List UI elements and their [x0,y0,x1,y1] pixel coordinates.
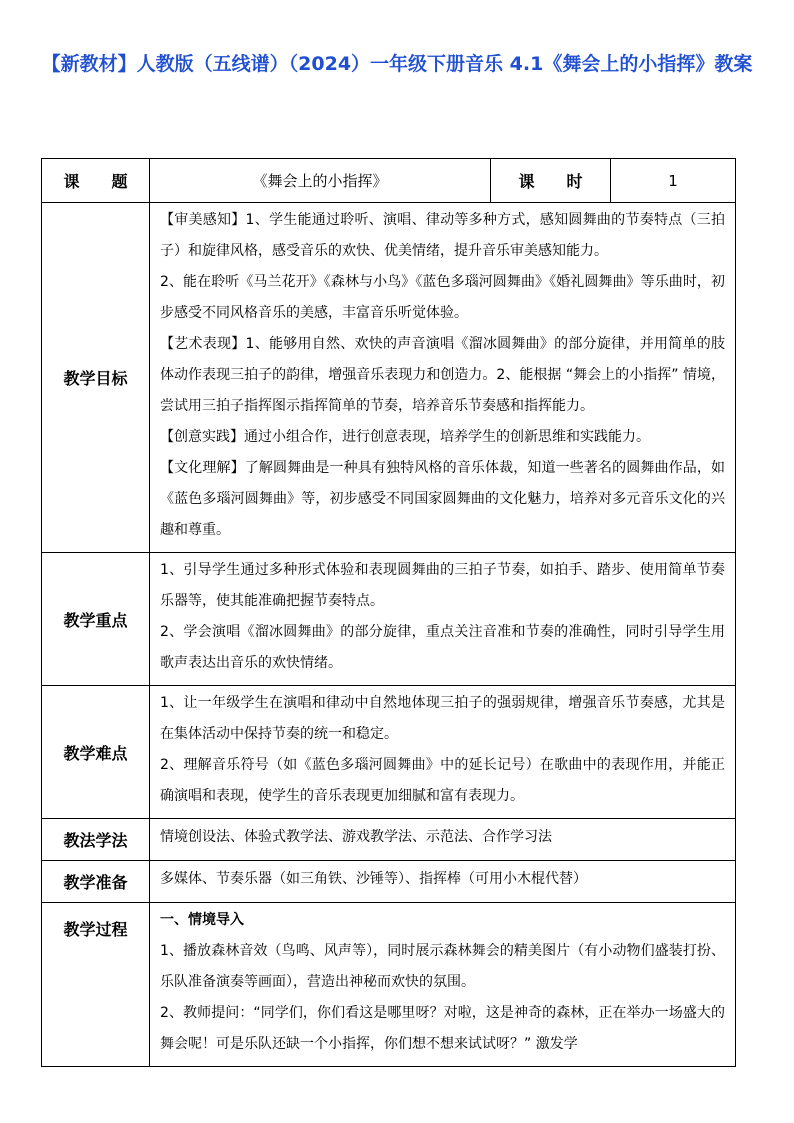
process-content [150,903,736,1067]
process-label: 教学过程 [42,903,150,1067]
process-paragraph: 2、教师提问：“同学们，你们看这是哪里呀？对啦，这是神奇的森林，正在举办一场盛大的舞会呢！可是乐队还缺一个小指挥，你们想不想来试试呀？” 激发学 [160,1005,725,1052]
difficulties-row [42,686,736,819]
objectives-content [150,203,736,553]
objectives-paragraph: 【文化理解】了解圆舞曲是一种具有独特风格的音乐体裁，知道一些著名的圆舞曲作品，如《蓝色多瑙河圆舞曲》等，初步感受不同国家圆舞曲的文化魅力，培养对多元音乐文化的兴趣和尊重。 [160,460,725,538]
process-row [42,903,736,1067]
preparation-label: 教学准备 [42,861,150,903]
key-points-row [42,553,736,686]
topic-row [42,159,736,203]
difficulties-paragraph: 2、理解音乐符号（如《蓝色多瑙河圆舞曲》中的延长记号）在歌曲中的表现作用，并能正确演唱和表现，使学生的音乐表现更加细腻和富有表现力。 [160,757,725,804]
objectives-paragraph: 【创意实践】通过小组合作，进行创意表现，培养学生的创新思维和实践能力。 [160,429,650,445]
key-points-paragraph: 2、学会演唱《溜冰圆舞曲》的部分旋律，重点关注音准和节奏的准确性，同时引导学生用歌声表达出音乐的欢快情绪。 [160,624,725,671]
methods-content: 情境创设法、体验式教学法、游戏教学法、示范法、合作学习法 [150,819,736,861]
difficulties-content [150,686,736,819]
preparation-row [42,861,736,903]
hours-label: 课 时 [491,159,611,203]
key-points-content [150,553,736,686]
preparation-content: 多媒体、节奏乐器（如三角铁、沙锤等）、指挥棒（可用小木棍代替） [150,861,736,903]
methods-row [42,819,736,861]
lesson-plan-table [41,158,736,1067]
hours-value: 1 [611,159,736,203]
key-points-label: 教学重点 [42,553,150,686]
objectives-paragraph: 【审美感知】1、学生能通过聆听、演唱、律动等多种方式，感知圆舞曲的节奏特点（三拍子）和旋律风格，感受音乐的欢快、优美情绪，提升音乐审美感知能力。 [160,212,725,259]
objectives-paragraph: 2、能在聆听《马兰花开》《森林与小鸟》《蓝色多瑙河圆舞曲》《婚礼圆舞曲》等乐曲时，初步感受不同风格音乐的美感，丰富音乐听觉体验。 [160,274,725,321]
topic-label: 课 题 [42,159,150,203]
methods-label: 教法学法 [42,819,150,861]
difficulties-label: 教学难点 [42,686,150,819]
difficulties-paragraph: 1、让一年级学生在演唱和律动中自然地体现三拍子的强弱规律，增强音乐节奏感，尤其是在集体活动中保持节奏的统一和稳定。 [160,695,725,742]
objectives-row [42,203,736,553]
topic-value: 《舞会上的小指挥》 [150,159,491,203]
process-section-title: 一、情境导入 [160,912,244,928]
key-points-paragraph: 1、引导学生通过多种形式体验和表现圆舞曲的三拍子节奏，如拍手、踏步、使用简单节奏乐器等，使其能准确把握节奏特点。 [160,562,725,609]
objectives-label: 教学目标 [42,203,150,553]
objectives-paragraph: 【艺术表现】1、能够用自然、欢快的声音演唱《溜冰圆舞曲》的部分旋律，并用简单的肢体动作表现三拍子的韵律，增强音乐表现力和创造力。2、能根据 “舞会上的小指挥” 情境，尝试用三拍子指挥图示指挥简单的节奏，培养音乐节奏感和指挥能力。 [160,336,725,414]
document-title: 【新教材】人教版（五线谱）（2024）一年级下册音乐 4.1《舞会上的小指挥》教案 [41,53,753,75]
process-paragraph: 1、播放森林音效（鸟鸣、风声等），同时展示森林舞会的精美图片（有小动物们盛装打扮、乐队准备演奏等画面），营造出神秘而欢快的氛围。 [160,943,725,990]
